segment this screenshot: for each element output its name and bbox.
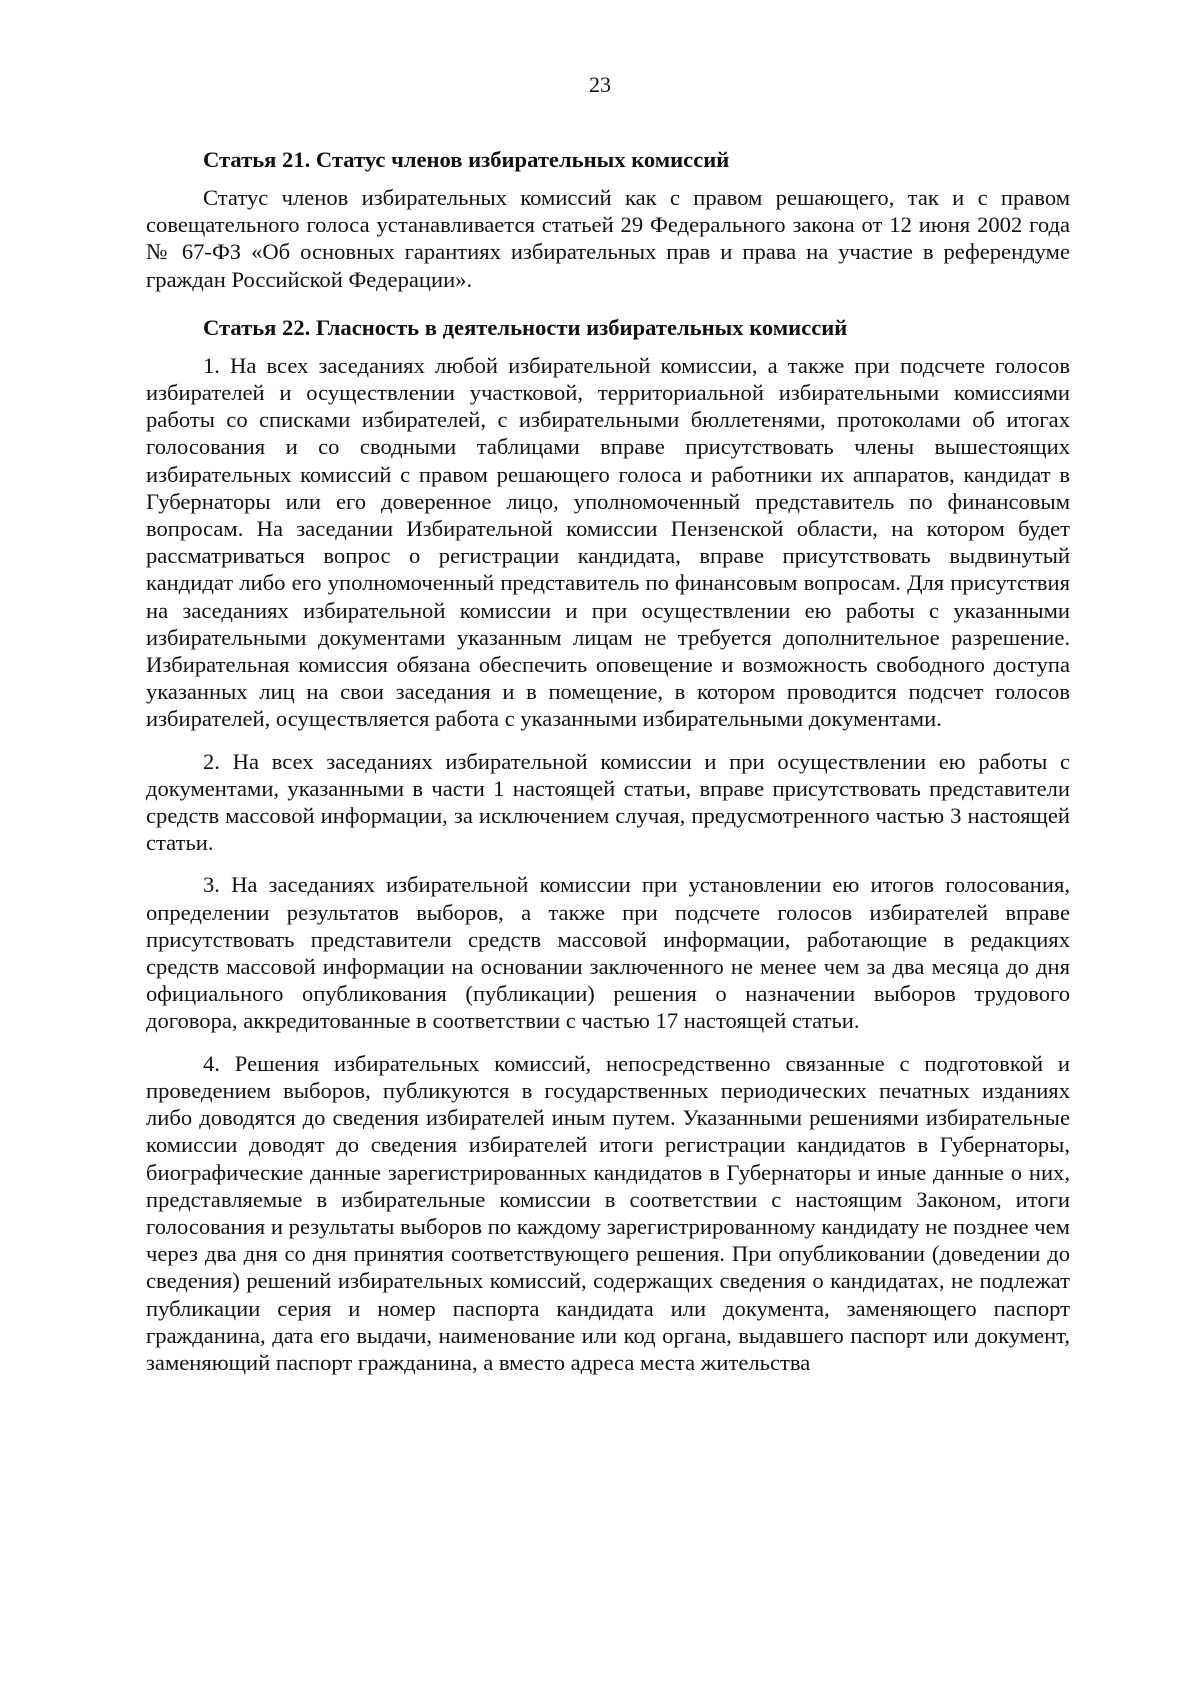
- article-22-paragraph-2: 2. На всех заседаниях избирательной комиссии и при осуществлении ею работы с документами, указанными в части 1 настоящей статьи, вправе присутствовать представители средств массовой информации, за исключением случая, предусмотренного частью 3 настоящей статьи.: [146, 748, 1070, 856]
- article-22-paragraph-3: 3. На заседаниях избирательной комиссии при установлении ею итогов голосования, определении результатов выборов, а также при подсчете голосов избирателей вправе присутствовать представители средств массовой информации, работающие в редакциях средств массовой информации на основании заключенного не менее чем за два месяца до дня официального опубликования (публикации) решения о назначении выборов трудового договора, аккредитованные в соответствии с частью 17 настоящей статьи.: [146, 872, 1070, 1034]
- article-22-title: Статья 22. Гласность в деятельности избирательных комиссий: [203, 314, 848, 340]
- article-22-paragraph-4: 4. Решения избирательных комиссий, непосредственно связанные с подготовкой и проведением выборов, публикуются в государственных периодических печатных изданиях либо доводятся до сведения избирателей иным путем. Указанными решениями избирательные комиссии доводят до сведения избирателей итоги регистрации кандидатов в Губернаторы, биографические данные зарегистрированных кандидатов в Губернаторы и иные данные о них, представляемые в избирательные комиссии в соответствии с настоящим Законом, итоги голосования и результаты выборов по каждому зарегистрированному кандидату не позднее чем через два дня со дня принятия соответствующего решения. При опубликовании (доведении до сведения) решений избирательных комиссий, содержащих сведения о кандидатах, не подлежат публикации серия и номер паспорта кандидата или документа, заменяющего паспорт гражданина, дата его выдачи, наименование или код органа, выдавшего паспорт или документ, заменяющий паспорт гражданина, а вместо адреса места жительства: [146, 1050, 1070, 1375]
- article-21-title: Статья 21. Статус членов избирательных комиссий: [203, 147, 730, 172]
- article-22-paragraph-1: 1. На всех заседаниях любой избирательной комиссии, а также при подсчете голосов избирателей и осуществлении участковой, территориальной избирательными комиссиями работы со списками избирателей, с избирательными бюллетенями, протоколами об итогах голосования и со сводными таблицами вправе присутствовать члены вышестоящих избирательных комиссий с правом решающего голоса и работники их аппаратов, кандидат в Губернаторы или его доверенное лицо, уполномоченный представитель по финансовым вопросам. На заседании Избирательной комиссии Пензенской области, на котором будет рассматриваться вопрос о регистрации кандидата, вправе присутствовать выдвинутый кандидат либо его уполномоченный представитель по финансовым вопросам. Для присутствия на заседаниях избирательной комиссии и при осуществлении ею работы с указанными избирательными документами указанным лицам не требуется дополнительное разрешение. Избирательная комиссия обязана обеспечить оповещение и возможность свободного доступа указанных лиц на свои заседания и в помещение, в котором проводится подсчет голосов избирателей, осуществляется работа с указанными избирательными документами.: [146, 352, 1070, 732]
- page-number: 23: [589, 72, 611, 97]
- page-content: [146, 146, 1070, 1376]
- article-21-paragraph: Статус членов избирательных комиссий как с правом решающего, так и с правом совещательного голоса устанавливается статьей 29 Федерального закона от 12 июня 2002 года № 67-ФЗ «Об основных гарантиях избирательных прав и права на участие в референдуме граждан Российской Федерации».: [146, 185, 1070, 292]
